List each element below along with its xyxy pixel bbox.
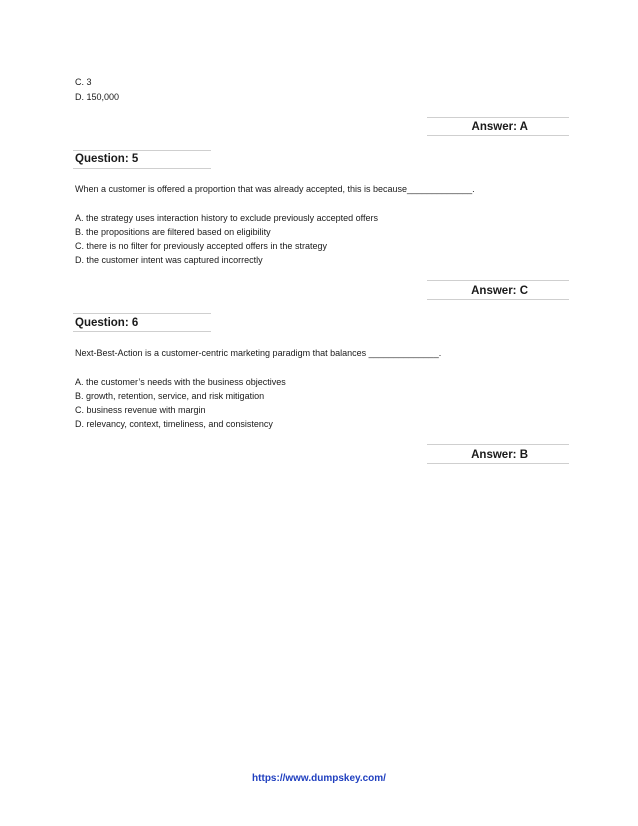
question-5-prompt: When a customer is offered a proportion that was already accepted, this is because_____________. — [75, 184, 475, 194]
question-rule-top — [73, 313, 211, 314]
question-6-heading: Question: 6 — [75, 317, 139, 329]
question-6-option-a: A. the customer’s needs with the business objectives — [75, 377, 286, 387]
question-5-option-b: B. the propositions are filtered based on eligibility — [75, 227, 271, 237]
question-rule-bottom — [73, 168, 211, 169]
question-6-option-c: C. business revenue with margin — [75, 405, 206, 415]
answer-rule-bottom — [427, 463, 569, 464]
question-6-option-b: B. growth, retention, service, and risk mitigation — [75, 391, 265, 401]
question-rule-bottom — [73, 331, 211, 332]
question-6-option-d: D. relevancy, context, timeliness, and consistency — [75, 419, 273, 429]
answer-b-label: Answer: B — [471, 449, 528, 461]
question-5-option-d: D. the customer intent was captured incorrectly — [75, 255, 263, 265]
answer-rule-top — [427, 280, 569, 281]
question-5-option-a: A. the strategy uses interaction history to exclude previously accepted offers — [75, 213, 378, 223]
answer-rule-top — [427, 117, 569, 118]
prev-option-d: D. 150,000 — [75, 92, 120, 102]
question-6-prompt: Next-Best-Action is a customer-centric marketing paradigm that balances ______________. — [75, 348, 442, 358]
answer-c-label: Answer: C — [471, 285, 528, 297]
question-rule-top — [73, 150, 211, 151]
question-5-heading: Question: 5 — [75, 153, 139, 165]
footer-url-link[interactable]: https://www.dumpskey.com/ — [252, 773, 386, 784]
question-5-option-c: C. there is no filter for previously accepted offers in the strategy — [75, 241, 327, 251]
answer-a-label: Answer: A — [471, 121, 528, 133]
answer-rule-top — [427, 444, 569, 445]
answer-rule-bottom — [427, 299, 569, 300]
answer-rule-bottom — [427, 135, 569, 136]
prev-option-c: C. 3 — [75, 77, 92, 87]
